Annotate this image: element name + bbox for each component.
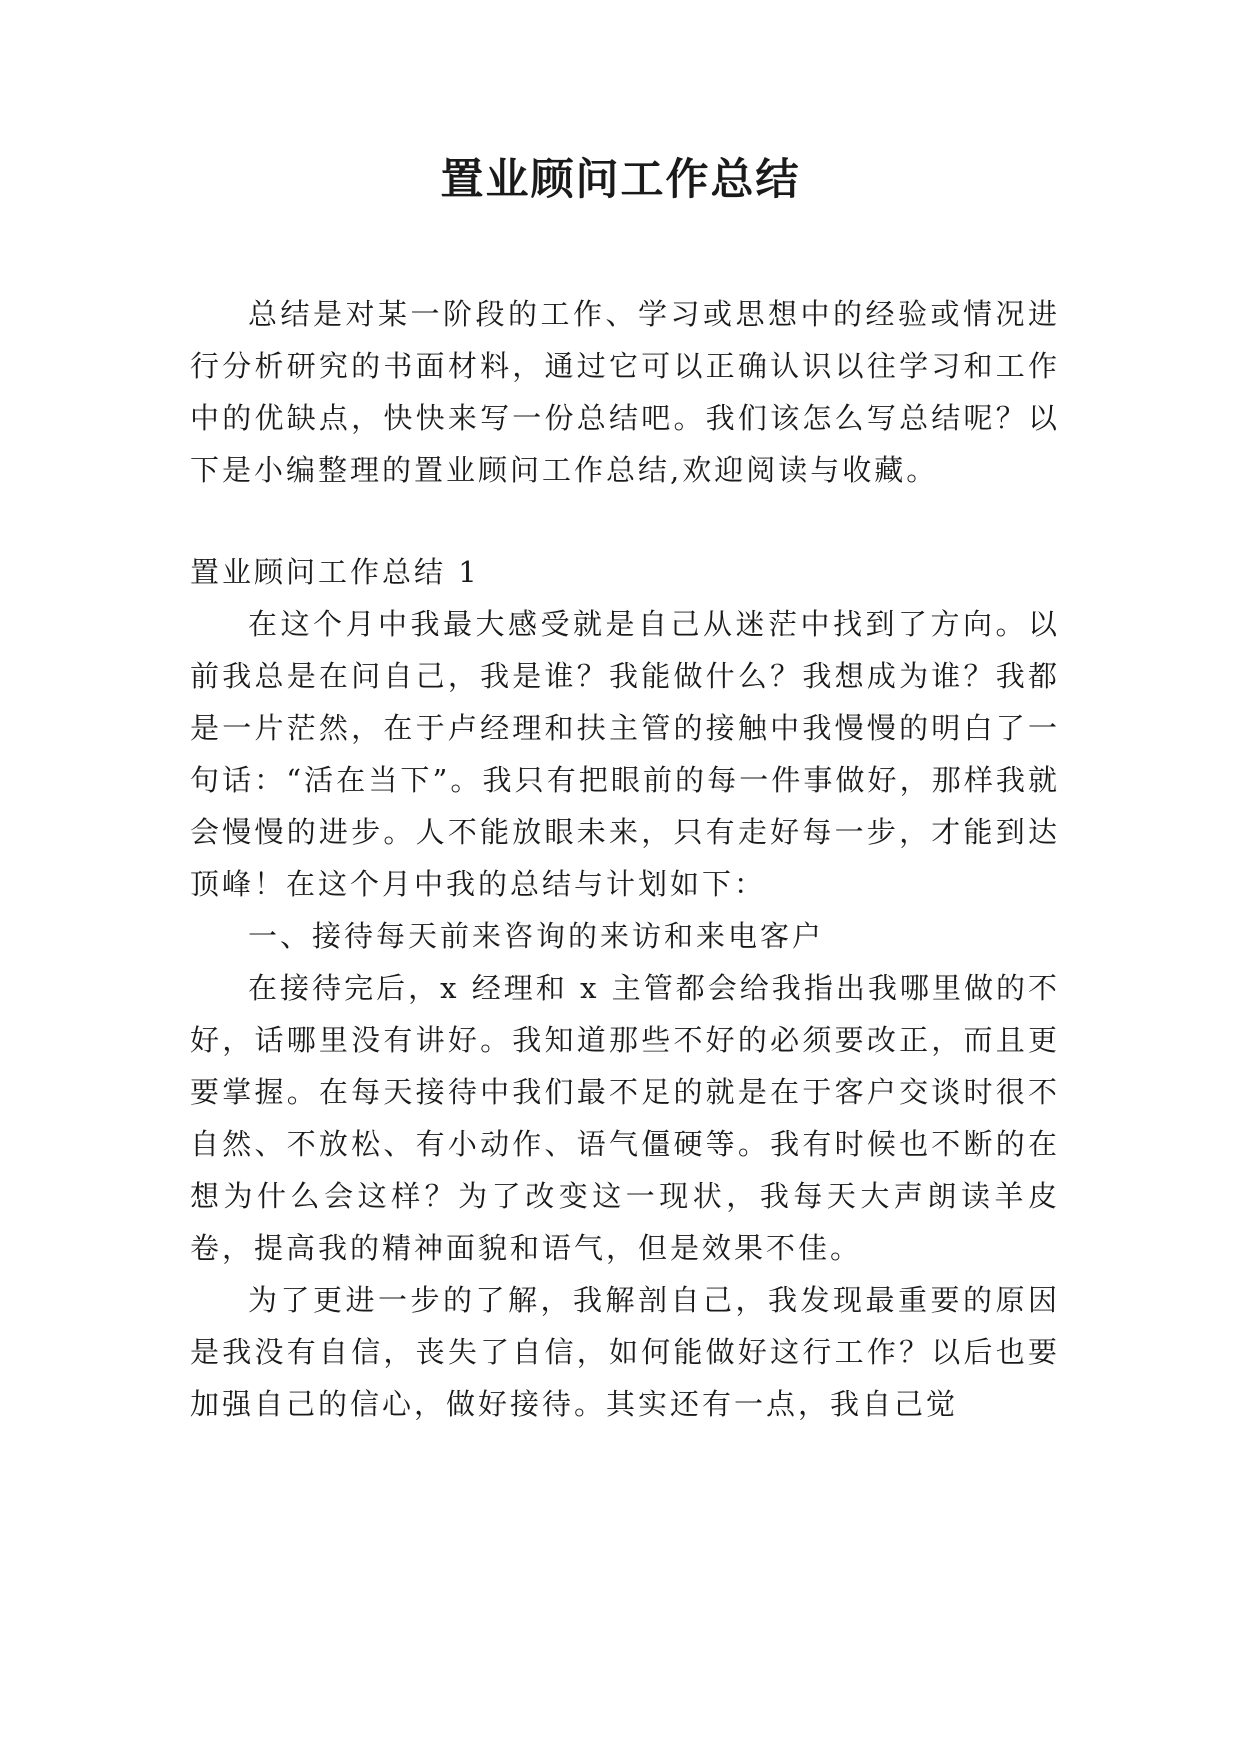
section-heading: 置业顾问工作总结 1 [190,555,480,589]
subheading-paragraph: 一、接待每天前来咨询的来访和来电客户 [248,919,825,953]
intro-paragraph: 总结是对某一阶段的工作、学习或思想中的经验或情况进行分析研究的书面材料，通过它可以正确认识以往学习和工作中的优缺点，快快来写一份总结吧。我们该怎么写总结呢？以下是小编整理的置业顾问工作总结,欢迎阅读与收藏。 [190,297,1060,487]
body-paragraph: 为了更进一步的了解，我解剖自己，我发现最重要的原因是我没有自信，丧失了自信，如何能做好这行工作？以后也要加强自己的信心，做好接待。其实还有一点，我自己觉 [190,1283,1060,1421]
document-body [190,288,1060,1430]
body-paragraph: 在接待完后，x 经理和 x 主管都会给我指出我哪里做的不好，话哪里没有讲好。我知道那些不好的必须要改正，而且更要掌握。在每天接待中我们最不足的就是在于客户交谈时很不自然、不放松、有小动作、语气僵硬等。我有时候也不断的在想为什么会这样？为了改变这一现状，我每天大声朗读羊皮卷，提高我的精神面貌和语气，但是效果不佳。 [190,971,1060,1265]
spacer [190,496,1060,546]
document-title: 置业顾问工作总结 [440,155,801,205]
body-paragraph: 在这个月中我最大感受就是自己从迷茫中找到了方向。以前我总是在问自己，我是谁？我能做什么？我想成为谁？我都是一片茫然，在于卢经理和扶主管的接触中我慢慢的明白了一句话：“活在当下”。我只有把眼前的每一件事做好，那样我就会慢慢的进步。人不能放眼未来，只有走好每一步，才能到达顶峰！在这个月中我的总结与计划如下： [190,607,1060,901]
